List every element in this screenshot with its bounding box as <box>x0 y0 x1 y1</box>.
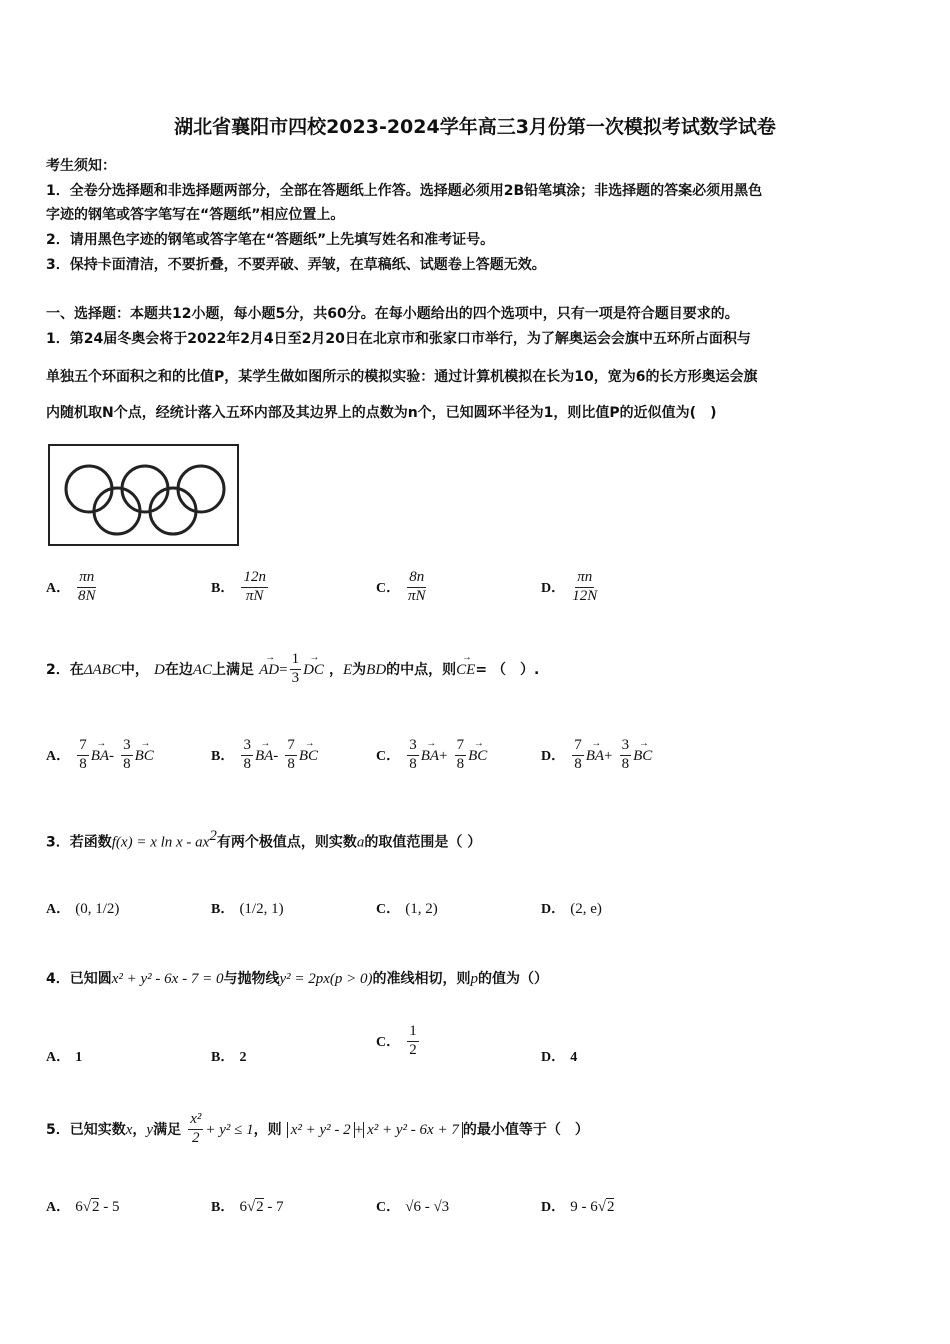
q3-option-d[interactable]: D． (2, e) <box>541 901 602 917</box>
q1-option-c[interactable]: C． $\frac{8n}{\pi N}$ <box>376 569 426 604</box>
question-4-stem: 4．已知圆x² + y² - 6x - 7 = 0与抛物线y² = 2px(p > 0)的准线相切，则p的值为（） <box>46 971 548 987</box>
q3-option-b[interactable]: B． (1/2, 1) <box>211 901 284 917</box>
page-title: 湖北省襄阳市四校2023-2024学年高三3月份第一次模拟考试数学试卷 <box>174 116 776 138</box>
q4-option-b[interactable]: B． 2 <box>211 1050 247 1065</box>
q1-option-b[interactable]: B． $\frac{12n}{\pi N}$ <box>211 569 266 604</box>
q5-option-a[interactable]: A． 6√2 - 5 <box>46 1199 120 1215</box>
notice-item: 字迹的钢笔或答字笔写在“答题纸”相应位置上。 <box>46 207 345 223</box>
q2-option-d[interactable]: D． $\frac{7}{8}$ → BA+ $\frac{3}{8}$ → BC <box>541 738 652 773</box>
notice-item: 1．全卷分选择题和非选择题两部分，全部在答题纸上作答。选择题必须用2B铅笔填涂；非选择题的答案必须用黑色 <box>46 183 763 199</box>
section-heading: 一、选择题：本题共12小题，每小题5分，共60分。在每小题给出的四个选项中，只有一项是符合题目要求的。 <box>46 306 739 322</box>
q2-option-c[interactable]: C． $\frac{3}{8}$ → BA+ $\frac{7}{8}$ → BC <box>376 738 487 773</box>
q5-option-b[interactable]: B． 6√2 - 7 <box>211 1199 284 1215</box>
q1-option-a[interactable]: A． $\frac{\pi n}{8N}$ <box>46 569 96 604</box>
notice-item: 3．保持卡面清洁，不要折叠，不要弄破、弄皱，在草稿纸、试题卷上答题无效。 <box>46 257 546 273</box>
q5-option-d[interactable]: D． 9 - 6√2 <box>541 1199 615 1215</box>
question-1-line: 单独五个环面积之和的比值P，某学生做如图所示的模拟实验：通过计算机模拟在长为10，宽为6的长方形奥运会旗 <box>46 369 758 385</box>
q4-option-d[interactable]: D． 4 <box>541 1050 578 1065</box>
notice-heading: 考生须知： <box>46 158 116 174</box>
q5-option-c[interactable]: C． √6 - √3 <box>376 1199 450 1215</box>
q2-option-b[interactable]: B． $\frac{3}{8}$ → BA- $\frac{7}{8}$ → BC <box>211 738 318 773</box>
q3-option-c[interactable]: C． (1, 2) <box>376 901 438 917</box>
question-1-line: 内随机取N个点，经统计落入五环内部及其边界上的点数为n个，已知圆环半径为1，则比值P的近似值为( ) <box>46 405 717 421</box>
olympic-rings-figure <box>46 442 242 548</box>
question-2-stem: 2．在ΔABC中， D在边AC上满足 → AD= $\frac{1}{3}$ → DC ，E为BD的中点，则→ CE= （ ）. <box>46 652 539 687</box>
q4-option-a[interactable]: A． 1 <box>46 1050 83 1065</box>
question-1-line: 1．第24届冬奥会将于2022年2月4日至2月20日在北京市和张家口市举行，为了解奥运会会旗中五环所占面积与 <box>46 331 751 347</box>
q3-option-a[interactable]: A． (0, 1/2) <box>46 901 120 917</box>
question-3-stem: 3．若函数f(x) = x ln x - $ax^2$有两个极值点，则实数a的取值范围是（ ） <box>46 828 482 851</box>
q1-option-d[interactable]: D． $\frac{\pi n}{12N}$ <box>541 569 598 604</box>
notice-item: 2．请用黑色字迹的钢笔或答字笔在“答题纸”上先填写姓名和准考证号。 <box>46 232 495 248</box>
q2-option-a[interactable]: A． $\frac{7}{8}$ → BA- $\frac{3}{8}$ → BC <box>46 738 154 773</box>
question-5-stem: 5．已知实数x，y满足 $\frac{\text{x²}}{2}$ + y² ≤ 1，则 x² + y² - 2 + x² + y² - 6x + 7 的最小值等于（ ） <box>46 1111 589 1146</box>
q4-option-c[interactable]: C． $\frac{1}{2}$ <box>376 1023 417 1058</box>
